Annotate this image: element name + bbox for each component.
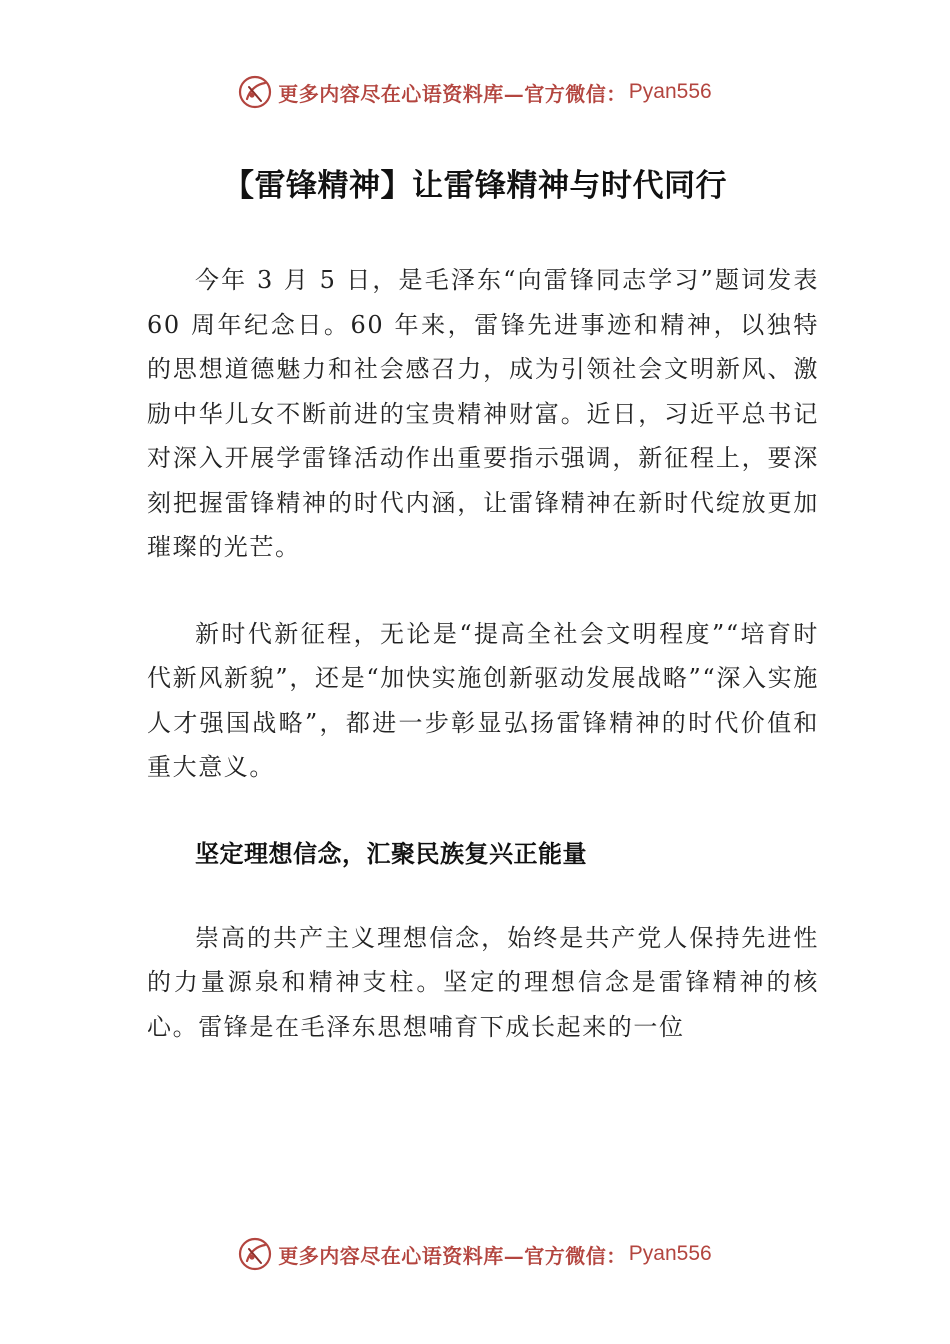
paragraph-3: 崇高的共产主义理想信念，始终是共产党人保持先进性的力量源泉和精神支柱。坚定的理想信念是雷锋精神的核心。雷锋是在毛泽东思想哺育下成长起来的一位 (147, 923, 819, 1041)
paragraph-1: 今年 3 月 5 日，是毛泽东“向雷锋同志学习”题词发表 60 周年纪念日。60 年来，雷锋先进事迹和精神，以独特的思想道德魅力和社会感召力，成为引领社会文明新风、激励中华儿女不断前进的宝贵精神财富。近日，习近平总书记对深入开展学雷锋活动作出重要指示强调，新征程上，要深刻把握雷锋精神的时代内涵，让雷锋精神在新时代绽放更加璀璨的光芒。 (147, 266, 819, 561)
header-banner (0, 70, 950, 114)
header-wechat-id: Pyan556 (628, 80, 712, 103)
section-heading: 坚定理想信念，汇聚民族复兴正能量 (195, 839, 587, 868)
article-body (147, 258, 819, 1091)
article-title: 【雷锋精神】让雷锋精神与时代同行 (223, 168, 727, 204)
footer-banner (0, 1232, 950, 1276)
header-banner-text: 更多内容尽在心语资料库—官方微信： (278, 81, 627, 106)
footer-banner-text: 更多内容尽在心语资料库—官方微信： (278, 1243, 627, 1268)
logo-icon (238, 75, 272, 109)
paragraph-2: 新时代新征程，无论是“提高全社会文明程度”“培育时代新风新貌”，还是“加快实施创新驱动发展战略”“深入实施人才强国战略”，都进一步彰显弘扬雷锋精神的时代价值和重大意义。 (147, 619, 819, 781)
logo-icon (238, 1237, 272, 1271)
footer-wechat-id: Pyan556 (628, 1242, 712, 1265)
